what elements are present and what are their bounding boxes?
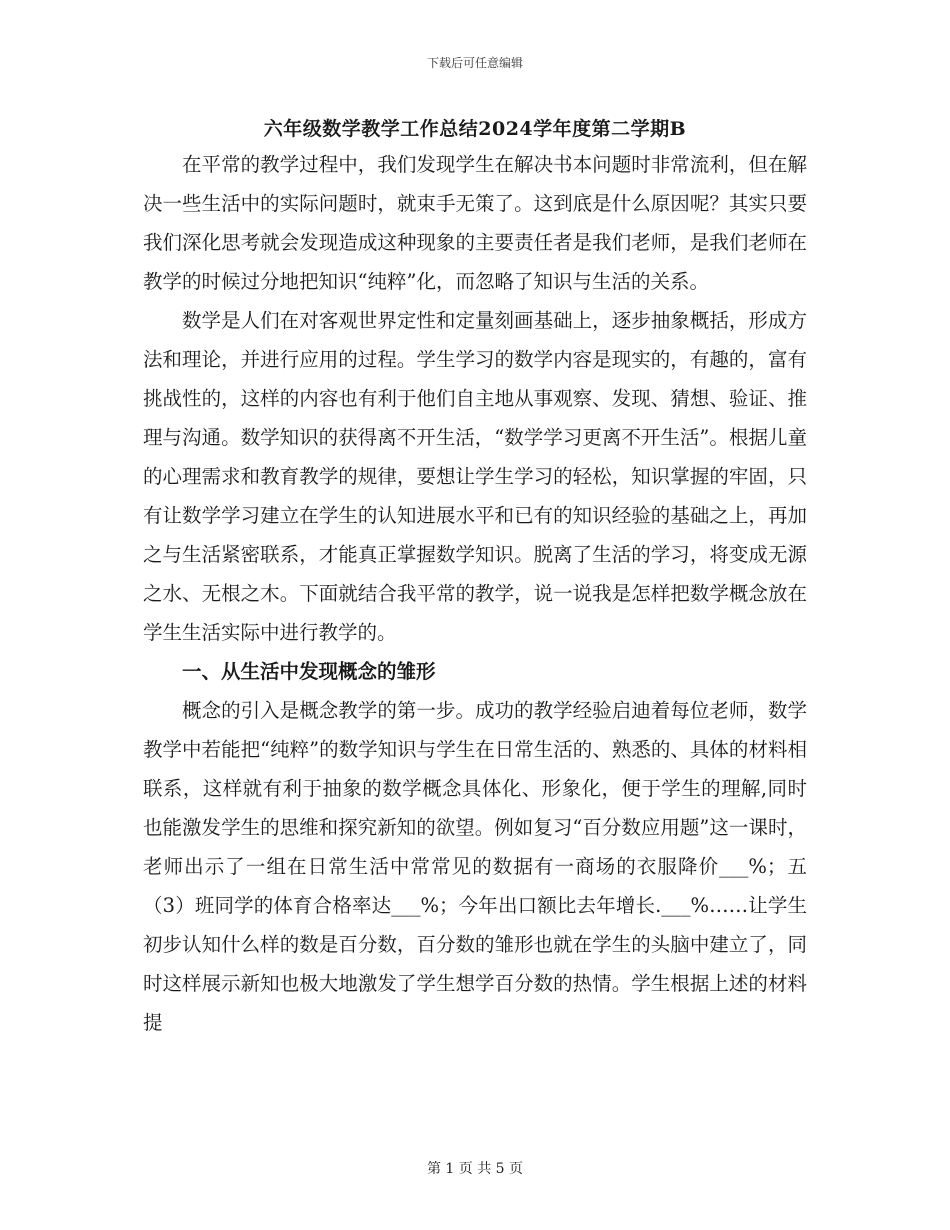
header-note: 下载后可任意编辑: [426, 56, 523, 70]
page-footer: 第 1 页 共 5 页: [426, 1161, 524, 1177]
paragraph-intro: 在平常的教学过程中，我们发现学生在解决书本问题时非常流利，但在解决一些生活中的实际问题时，就束手无策了。这到底是什么原因呢？其实只要我们深化思考就会发现造成这种现象的主要责任者是我们老师，是我们老师在教学的时候过分地把知识“纯粹”化，而忽略了知识与生活的关系。: [143, 153, 807, 293]
section-heading-1: 一、从生活中发现概念的雏形: [182, 660, 436, 683]
paragraph-math-life: 数学是人们在对客观世界定性和定量刻画基础上，逐步抽象概括，形成方法和理论，并进行应用的过程。学生学习的数学内容是现实的，有趣的，富有挑战性的，这样的内容也有利于他们自主地从事观察、发现、猜想、验证、推理与沟通。数学知识的获得离不开生活，“数学学习更离不开生活”。根据儿童的心理需求和教育教学的规律，要想让学生学习的轻松，知识掌握的牢固，只有让数学学习建立在学生的认知进展水平和已有的知识经验的基础之上，再加之与生活紧密联系，才能真正掌握数学知识。脱离了生活的学习，将变成无源之水、无根之木。下面就结合我平常的教学，说一说我是怎样把数学概念放在学生生活实际中进行教学的。: [143, 309, 807, 644]
paragraph-concept-intro: 概念的引入是概念教学的第一步。成功的教学经验启迪着每位老师，数学教学中若能把“纯粹”的数学知识与学生在日常生活的、熟悉的、具体的材料相联系，这样就有利于抽象的数学概念具体化、形象化，便于学生的理解,同时也能激发学生的思维和探究新知的欲望。例如复习“百分数应用题”这一课时，老师出示了一组在日常生活中常常见的数据有一商场的衣服降价___%；五（3）班同学的体育合格率达___%；今年出口额比去年增长.___%……让学生初步认知什么样的数是百分数，百分数的雏形也就在学生的头脑中建立了，同时这样展示新知也极大地激发了学生想学百分数的热情。学生根据上述的材料提: [143, 699, 807, 1034]
document-title: 六年级数学教学工作总结2024学年度第二学期B: [263, 118, 687, 140]
document-body: [143, 145, 807, 1042]
